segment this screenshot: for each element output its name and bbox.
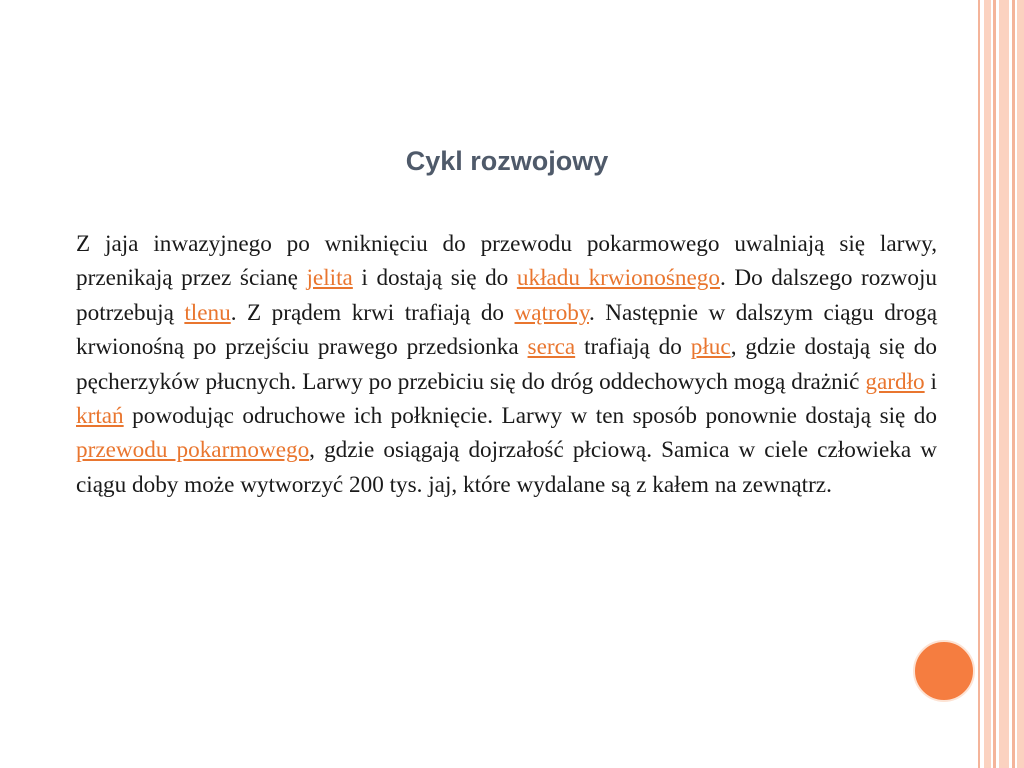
paragraph-text: . Z prądem krwi trafiają do: [230, 299, 515, 326]
decorative-circle: [913, 640, 975, 702]
paragraph-text: . Następnie w dalszym ciągu drogą krwionośną po przejściu prawego przedsionka: [76, 299, 937, 361]
link-watroba[interactable]: wątroby: [514, 299, 589, 326]
link-uklad-krwionosny[interactable]: układu krwionośnego: [516, 265, 720, 292]
paragraph-text: , gdzie osiągają dojrzałość płciową. Samica w ciele człowieka w ciągu doby może wytworzyć 200 tys. jaj, które wydalane są z kałem na zewnątrz.: [76, 437, 937, 498]
slide-title: Cykl rozwojowy: [405, 146, 609, 176]
decorative-stripe: [999, 0, 1009, 768]
link-przewod-pokarmowy[interactable]: przewodu pokarmowego: [76, 437, 310, 464]
paragraph-text: Z jaja inwazyjnego po wniknięciu do przewodu pokarmowego uwalniają się larwy, przenikają przez ścianę: [76, 231, 937, 292]
decorative-stripe: [978, 0, 980, 768]
decorative-stripe: [993, 0, 996, 768]
link-tlen[interactable]: tlenu: [184, 299, 231, 326]
decorative-stripe: [1017, 0, 1024, 768]
link-krtan[interactable]: krtań: [76, 403, 124, 430]
paragraph-text: powodując odruchowe ich połknięcie. Larwy w ten sposób ponownie dostają się do: [123, 403, 937, 430]
paragraph-text: i dostają się do: [352, 265, 517, 292]
paragraph-text: , gdzie dostają się do pęcherzyków płucnych. Larwy po przebiciu się do dróg oddechowych mogą drażnić: [76, 334, 937, 395]
body-paragraph: [76, 227, 937, 502]
link-pluca[interactable]: płuc: [690, 334, 731, 361]
paragraph-text: . Do dalszego rozwoju potrzebują: [76, 265, 937, 326]
link-jelita[interactable]: jelita: [306, 265, 353, 292]
decorative-stripe: [1012, 0, 1015, 768]
paragraph-text: i: [924, 368, 937, 395]
link-serce[interactable]: serca: [527, 334, 576, 361]
link-gardlo[interactable]: gardło: [865, 368, 925, 395]
decorative-stripe: [984, 0, 991, 768]
paragraph-text: trafiają do: [575, 334, 691, 361]
